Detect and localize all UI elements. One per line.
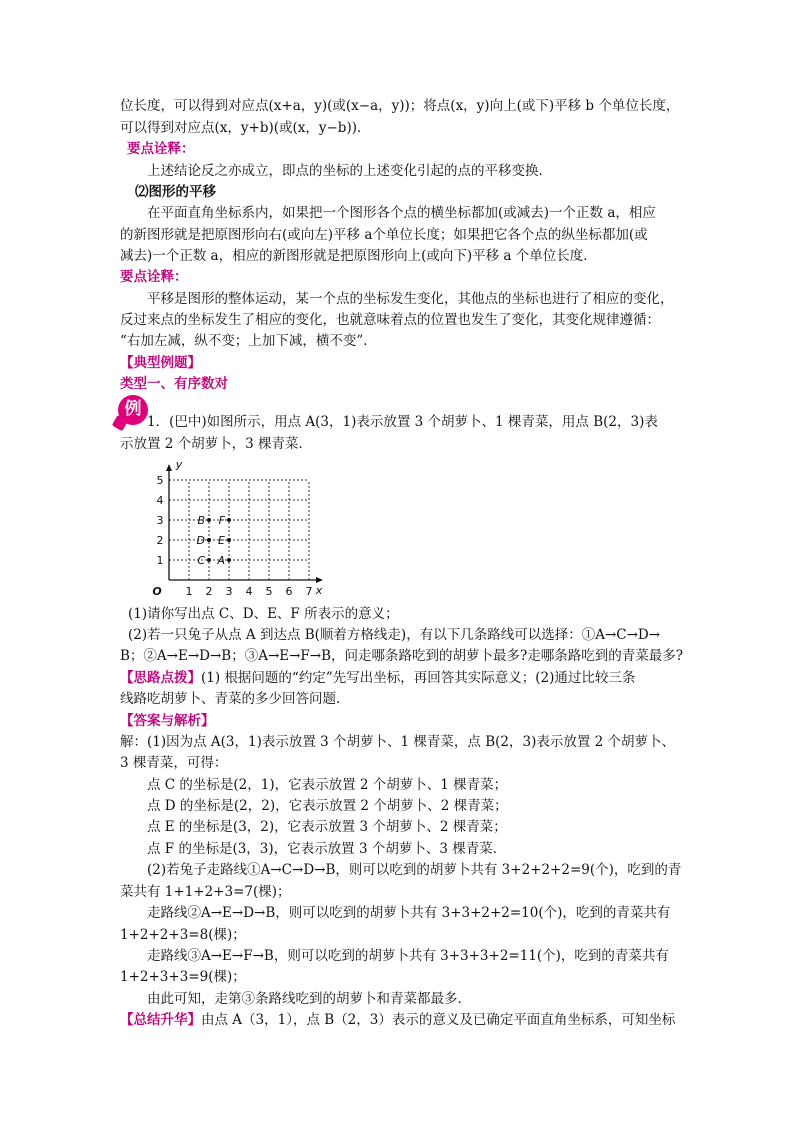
answer-line: 点 E 的坐标是(3，2)，它表示放置 3 个胡萝卜、2 棵青菜；: [147, 819, 507, 835]
grid-point-b: [207, 518, 211, 522]
y-tick-label: 1: [156, 554, 164, 567]
answer-heading: 【答案与解析】: [120, 713, 215, 729]
y-tick-label: 4: [156, 494, 164, 507]
summary-text: 由点 A（3，1），点 B（2，3）表示的意义及已确定平面直角坐标系，可知坐标: [201, 1012, 676, 1028]
origin-label: O: [152, 585, 162, 598]
typical-examples-heading: 【典型例题】: [120, 355, 201, 371]
answer-line: 3 棵青菜，可得：: [120, 755, 228, 771]
grid-point-e: [227, 538, 231, 542]
x-tick-label: 1: [185, 585, 193, 598]
point-label: E: [218, 534, 225, 547]
key-note-heading: 要点诠释：: [120, 269, 188, 285]
grid-point-d: [207, 538, 211, 542]
answer-line: 走路线②A→E→D→B，则可以吃到的胡萝卜共有 3+3+2+2=10(个)，吃到的青菜共有: [147, 905, 671, 921]
question-line: 示放置 2 个胡萝卜，3 棵青菜．: [120, 436, 313, 452]
answer-line: 点 D 的坐标是(2，2)，它表示放置 2 个胡萝卜、2 棵青菜；: [147, 798, 508, 814]
hint-line: [120, 668, 635, 688]
answer-line: (2)若兔子走路线①A→C→D→B，则可以吃到的胡萝卜共有 3+2+2+2=9(个)，吃到的青: [147, 862, 682, 878]
answer-line: 1+2+3+3=9(棵)；: [120, 969, 246, 985]
grid-point-c: [207, 558, 211, 562]
text-line: 可以得到对应点(x，y+b)(或(x，y−b))．: [120, 120, 371, 136]
x-tick-label: 6: [285, 585, 293, 598]
question-line: (1)请你写出点 C、D、E、F 所表示的意义；: [128, 606, 399, 622]
x-axis-arrow: [316, 577, 323, 583]
x-tick-label: 2: [205, 585, 213, 598]
point-label: B: [197, 514, 205, 527]
answer-line: 菜共有 1+1+2+3=7(棵)；: [120, 884, 291, 900]
text-line: 上述结论反之亦成立，即点的坐标的上述变化引起的点的平移变换．: [147, 163, 552, 179]
question-line: 1．(巴中)如图所示，用点 A(3，1)表示放置 3 个胡萝卜、1 棵青菜，用点 B(2，3)表: [147, 414, 658, 430]
y-axis-arrow: [166, 464, 172, 471]
x-tick-label: 3: [225, 585, 233, 598]
question-line: B；②A→E→D→B；③A→E→F→B，问走哪条路吃到的胡萝卜最多?走哪条路吃到的青菜最多?: [120, 648, 684, 664]
key-note-heading: 要点诠释：: [127, 141, 195, 157]
hint-text: (1) 根据问题的“约定”先写出坐标，再回答其实际意义；(2)通过比较三条: [201, 670, 636, 686]
summary-line: [120, 1010, 675, 1030]
x-tick-label: 5: [265, 585, 273, 598]
answer-line: 解：(1)因为点 A(3，1)表示放置 3 个胡萝卜、1 棵青菜，点 B(2，3)表示放置 2 个胡萝卜、: [120, 734, 676, 750]
hint-heading: 【思路点拨】: [120, 670, 201, 686]
type-heading: 类型一、有序数对: [120, 376, 228, 392]
text-line: 在平面直角坐标系内，如果把一个图形各个点的横坐标都加(或减去)一个正数 a，相应: [147, 205, 656, 221]
coordinate-grid-figure: [145, 458, 325, 600]
grid-point-a: [227, 558, 231, 562]
point-label: D: [196, 534, 205, 547]
point-label: C: [197, 554, 205, 567]
x-tick-label: 7: [305, 585, 313, 598]
answer-line: 1+2+2+3=8(棵)；: [120, 927, 246, 943]
point-label: A: [217, 554, 225, 567]
y-tick-label: 2: [156, 534, 164, 547]
text-line: 平移是图形的整体运动，某一个点的坐标发生变化，其他点的坐标也进行了相应的变化，: [147, 291, 674, 307]
text-line: 反过来点的坐标发生了相应的变化，也就意味着点的位置也发生了变化，其变化规律遵循：: [120, 312, 660, 328]
answer-line: 由此可知，走第③条路线吃到的胡萝卜和青菜都最多．: [147, 991, 471, 1007]
question-line: (2)若一只兔子从点 A 到达点 B(顺着方格线走)，有以下几条路线可以选择：①A→C→D→: [128, 627, 661, 643]
grid-point-f: [227, 518, 231, 522]
summary-heading: 【总结升华】: [120, 1012, 201, 1028]
text-line: 减去)一个正数 a，相应的新图形就是把原图形向上(或向下)平移 a 个单位长度．: [120, 248, 597, 264]
example-badge: 例: [118, 395, 148, 425]
section-heading: ⑵图形的平移: [135, 184, 216, 200]
y-tick-label: 3: [156, 514, 164, 527]
answer-line: 点 C 的坐标是(2，1)，它表示放置 2 个胡萝卜、1 棵青菜；: [147, 777, 508, 793]
x-tick-label: 4: [245, 585, 253, 598]
answer-line: 点 F 的坐标是(3，3)，它表示放置 3 个胡萝卜、3 棵青菜．: [147, 841, 507, 857]
text-line: 位长度，可以得到对应点(x+a，y)(或(x−a，y))；将点(x，y)向上(或下)平移 b 个单位长度，: [120, 98, 680, 114]
x-axis-label: x: [315, 584, 323, 597]
text-line: “右加左减，纵不变；上加下减，横不变”．: [120, 333, 377, 349]
point-label: F: [218, 514, 225, 527]
text-line: 线路吃胡萝卜、青菜的多少回答问题．: [120, 691, 350, 707]
y-axis-label: y: [175, 458, 183, 471]
answer-line: 走路线③A→E→F→B，则可以吃到的胡萝卜共有 3+3+3+2=11(个)，吃到的青菜共有: [147, 948, 669, 964]
y-tick-label: 5: [156, 474, 164, 487]
text-line: 的新图形就是把原图形向右(或向左)平移 a个单位长度；如果把它各个点的纵坐标都加(或: [120, 227, 648, 243]
